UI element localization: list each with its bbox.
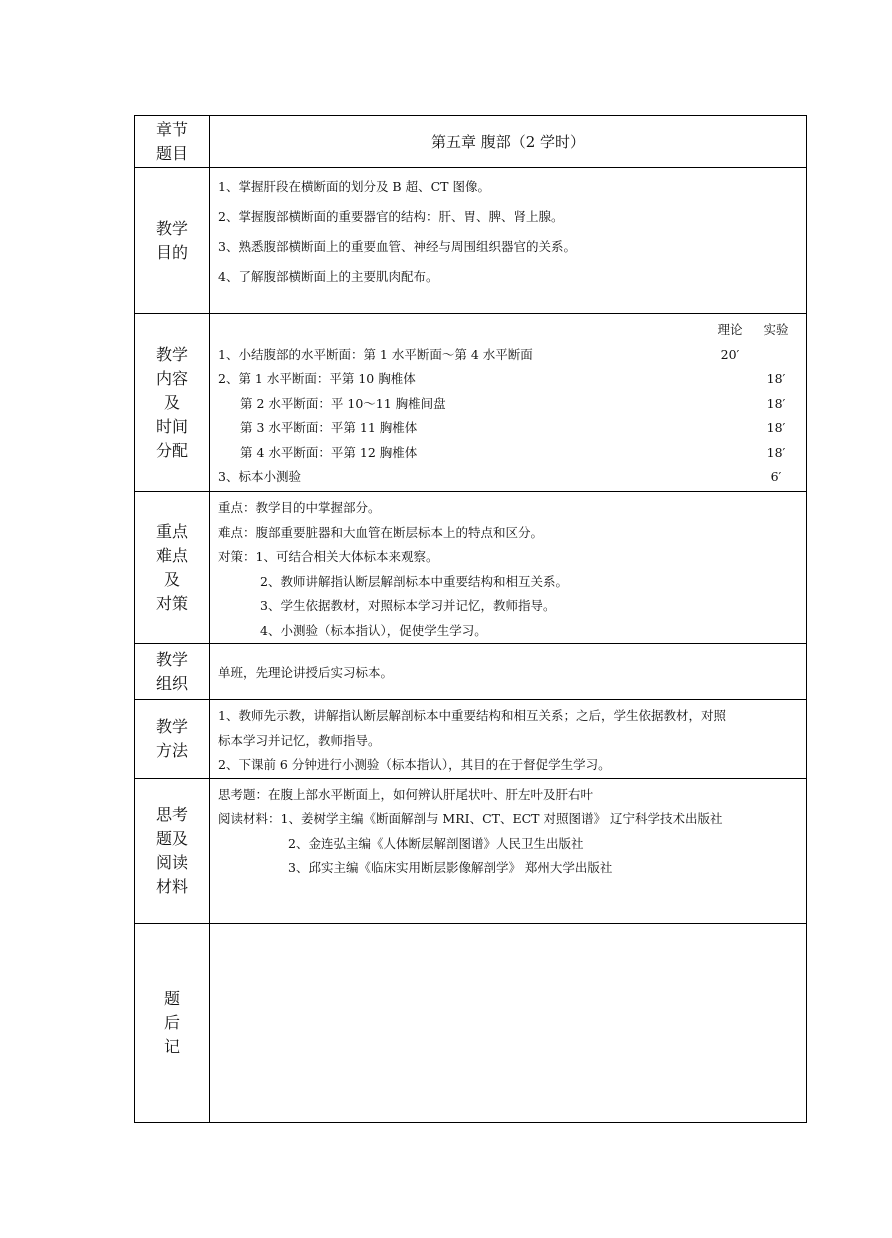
schedule-row [218, 465, 799, 490]
method-label-cell [135, 700, 210, 779]
theory-column-header: 理论 [717, 322, 743, 337]
organization-row [135, 644, 807, 700]
keypoints-label-line: 对策 [155, 593, 188, 613]
schedule-row [218, 392, 799, 417]
reading-content [210, 778, 807, 923]
chapter-label-line: 章节 [155, 119, 188, 139]
keypoints-label-line: 难点 [155, 545, 188, 565]
organization-label-cell [135, 644, 210, 700]
focus-text: 重点：教学目的中掌握部分。 [218, 500, 381, 515]
theory-minutes: 20′ [720, 346, 740, 362]
keypoints-content [210, 492, 807, 644]
objective-item: 4、了解腹部横断面上的主要肌肉配布。 [218, 269, 439, 284]
lesson-plan-table [134, 115, 807, 1123]
reading-material: 3、邱实主编《临床实用断层影像解剖学》 郑州大学出版社 [288, 860, 613, 875]
organization-label-line: 教学 [155, 649, 188, 669]
schedule-row [218, 441, 799, 466]
reading-label-line: 思考 [155, 804, 188, 824]
content-schedule [210, 314, 807, 492]
chapter-title: 第五章 腹部（2 学时） [210, 116, 807, 168]
schedule-topic: 第 4 水平断面：平第 12 胸椎体 [240, 444, 418, 460]
difficulty-text: 难点：腹部重要脏器和大血管在断层标本上的特点和区分。 [218, 524, 544, 540]
chapter-row [135, 116, 807, 168]
keypoints-label-line: 及 [163, 569, 180, 589]
chapter-label-line: 题目 [155, 143, 188, 163]
schedule-topic: 2、第 1 水平断面：平第 10 胸椎体 [218, 371, 416, 386]
method-label-line: 方法 [155, 740, 188, 760]
reading-label-line: 阅读 [155, 852, 188, 872]
method-row [135, 700, 807, 779]
method-line: 2、下课前 6 分钟进行小测验（标本指认），其目的在于督促学生学习。 [218, 757, 611, 772]
schedule-header [218, 318, 799, 343]
afterword-content [210, 923, 807, 1122]
objective-item: 2、掌握腹部横断面的重要器官的结构：肝、胃、脾、肾上腺。 [218, 209, 564, 224]
content-label-line: 及 [163, 392, 180, 412]
chapter-label-cell [135, 116, 210, 168]
content-label-line: 时间 [155, 416, 188, 436]
theory-minutes [707, 367, 753, 392]
schedule-row [218, 343, 799, 368]
objective-item: 3、熟悉腹部横断面上的重要血管、神经与周围组织器官的关系。 [218, 239, 576, 254]
schedule-topic: 第 2 水平断面：平 10～11 胸椎间盘 [240, 395, 446, 411]
thinking-question: 思考题：在腹上部水平断面上，如何辨认肝尾状叶、肝左叶及肝右叶 [218, 786, 594, 802]
schedule-topic: 1、小结腹部的水平断面：第 1 水平断面～第 4 水平断面 [218, 346, 533, 362]
reading-label-line: 题及 [155, 828, 188, 848]
schedule-row [218, 367, 799, 392]
content-label-line: 内容 [155, 368, 188, 388]
lab-minutes [753, 343, 799, 368]
method-line: 1、教师先示教，讲解指认断层解剖标本中重要结构和相互关系；之后，学生依据教材，对照 [218, 708, 726, 723]
content-label-line: 教学 [155, 344, 188, 364]
objective-item: 1、掌握肝段在横断面的划分及 B 超、CT 图像。 [218, 179, 490, 194]
reading-material: 阅读材料：1、姜树学主编《断面解剖与 MRI、CT、ECT 对照图谱》 辽宁科学技术出版社 [218, 811, 723, 826]
content-label-cell [135, 314, 210, 492]
lab-minutes: 18′ [766, 371, 786, 386]
lab-minutes: 18′ [766, 395, 786, 411]
schedule-topic: 第 3 水平断面：平第 11 胸椎体 [240, 420, 418, 435]
objectives-label-line: 目的 [155, 242, 188, 262]
afterword-label-line: 题 [163, 988, 180, 1008]
keypoints-label-cell [135, 492, 210, 644]
strategy-item: 4、小测验（标本指认），促使学生学习。 [260, 622, 487, 638]
theory-minutes [707, 441, 753, 466]
content-label-line: 分配 [155, 440, 188, 460]
method-label-line: 教学 [155, 716, 188, 736]
method-line: 标本学习并记忆，教师指导。 [218, 732, 381, 748]
reading-label-cell [135, 778, 210, 923]
method-content [210, 700, 807, 779]
schedule-row [218, 416, 799, 441]
objectives-row [135, 168, 807, 314]
afterword-label-cell [135, 923, 210, 1122]
reading-material: 2、金连弘主编《人体断层解剖图谱》人民卫生出版社 [288, 835, 584, 851]
strategy-item: 对策：1、可结合相关大体标本来观察。 [218, 549, 439, 564]
afterword-label-line: 记 [163, 1036, 180, 1056]
lab-minutes: 18′ [766, 444, 786, 460]
organization-label-line: 组织 [155, 673, 188, 693]
organization-text: 单班，先理论讲授后实习标本。 [210, 644, 807, 700]
keypoints-row [135, 492, 807, 644]
afterword-label-line: 后 [163, 1012, 180, 1032]
theory-minutes [707, 416, 753, 441]
reading-label-line: 材料 [155, 876, 188, 896]
keypoints-label-line: 重点 [155, 521, 188, 541]
content-row [135, 314, 807, 492]
objectives-label-cell [135, 168, 210, 314]
afterword-row [135, 923, 807, 1122]
lab-minutes: 18′ [766, 420, 786, 435]
reading-row [135, 778, 807, 923]
strategy-item: 3、学生依据教材，对照标本学习并记忆，教师指导。 [260, 598, 556, 613]
lab-minutes: 6′ [770, 469, 782, 484]
theory-minutes [707, 392, 753, 417]
schedule-topic: 3、标本小测验 [218, 469, 301, 484]
theory-minutes [707, 465, 753, 490]
objectives-label-line: 教学 [155, 218, 188, 238]
lab-column-header: 实验 [763, 322, 789, 337]
objectives-content [210, 168, 807, 314]
strategy-item: 2、教师讲解指认断层解剖标本中重要结构和相互关系。 [260, 573, 568, 589]
